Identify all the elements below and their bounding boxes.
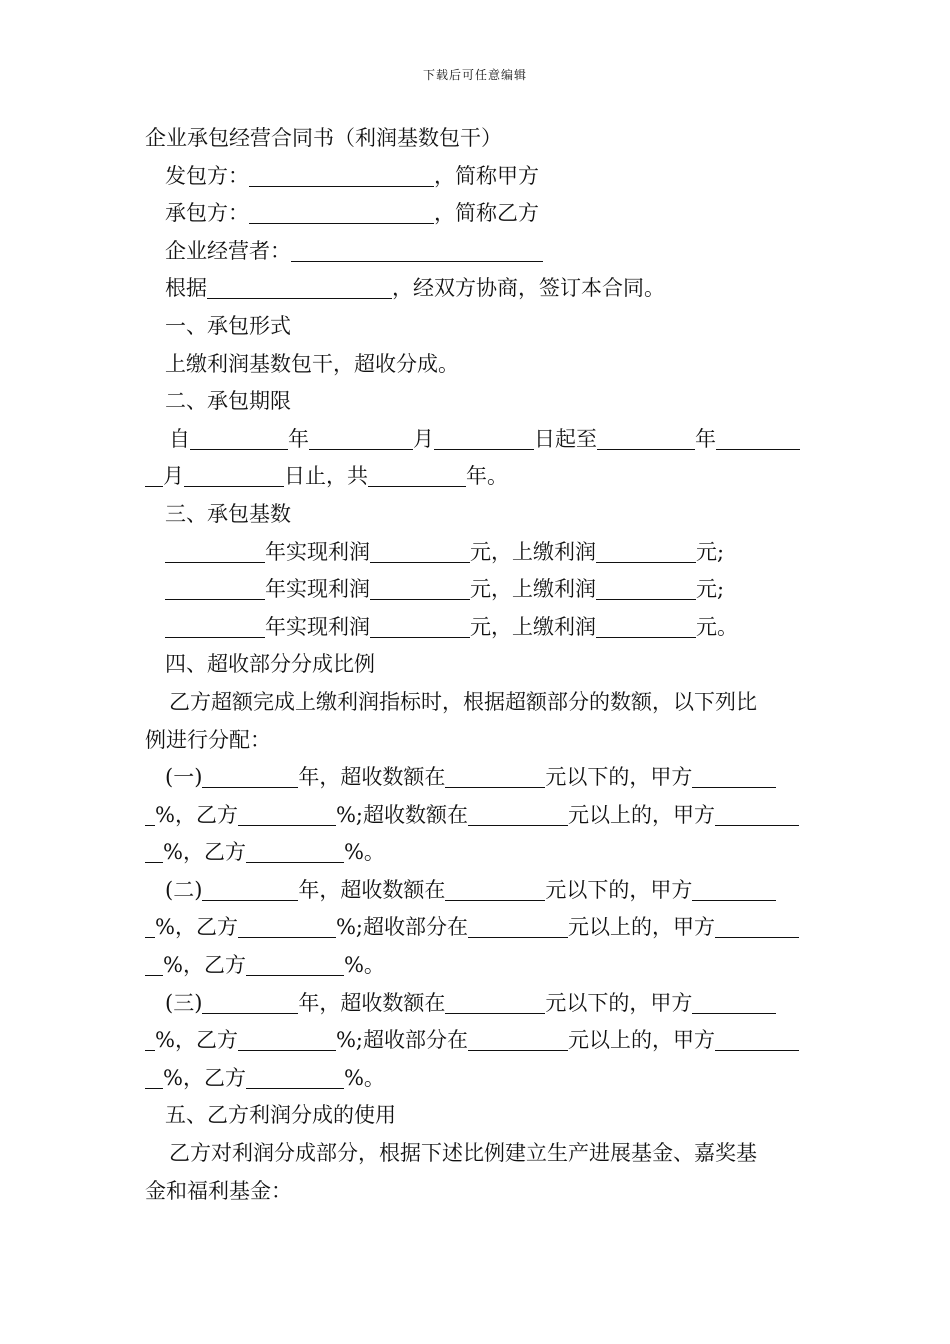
base-pay-blank[interactable] [596, 540, 696, 563]
section-2-heading: 二、承包期限 [165, 389, 291, 414]
end-year-blank[interactable] [597, 427, 695, 450]
section-4-heading: 四、超收部分分成比例 [165, 652, 375, 677]
ratio-upper-amount-blank[interactable] [468, 915, 568, 938]
ratio-party-a-upper-blank-cont[interactable] [145, 953, 163, 976]
ratio-lower-amount-blank[interactable] [445, 878, 545, 901]
ratio-year-blank[interactable] [202, 878, 298, 901]
end-month-blank-cont[interactable] [145, 464, 163, 487]
base-line-2: 年实现利润 元，上缴利润 元; [145, 571, 807, 609]
start-day-blank[interactable] [434, 427, 534, 450]
base-profit-blank[interactable] [370, 540, 470, 563]
ratio-item-1-line-2: %，乙方 %;超收数额在 元以上的，甲方 [145, 797, 807, 835]
ratio-upper-amount-blank[interactable] [468, 803, 568, 826]
base-line-3: 年实现利润 元，上缴利润 元。 [145, 609, 807, 647]
base-line-1: 年实现利润 元，上缴利润 元; [145, 534, 807, 572]
operator-line: 企业经营者： [145, 233, 807, 271]
section-5-body-2: 金和福利基金： [145, 1178, 292, 1203]
ratio-item-3-line-2: %，乙方 %;超收部分在 元以上的，甲方 [145, 1022, 807, 1060]
ratio-party-a-blank[interactable] [692, 765, 776, 788]
total-years-blank[interactable] [368, 464, 466, 487]
ratio-party-b-upper-blank[interactable] [246, 953, 344, 976]
basis-blank[interactable] [207, 276, 392, 299]
ratio-party-a-blank[interactable] [692, 991, 776, 1014]
term-line-1: 自 年 月 日起至 年 [145, 421, 807, 459]
base-year-blank[interactable] [165, 540, 265, 563]
section-5-heading: 五、乙方利润分成的使用 [165, 1103, 396, 1128]
ratio-item-3-line-1: (三) 年，超收数额在 元以下的，甲方 [145, 985, 807, 1023]
ratio-item-2-line-1: (二) 年，超收数额在 元以下的，甲方 [145, 872, 807, 910]
section-4-intro-1: 乙方超额完成上缴利润指标时，根据超额部分的数额，以下列比 [169, 689, 757, 714]
ratio-party-a-upper-blank-cont[interactable] [145, 1066, 163, 1089]
ratio-party-b-blank[interactable] [238, 915, 336, 938]
ratio-item-3-line-3: %，乙方 %。 [145, 1060, 807, 1098]
start-month-blank[interactable] [309, 427, 413, 450]
ratio-party-b-upper-blank[interactable] [246, 1066, 344, 1089]
ratio-party-a-blank-cont[interactable] [145, 1028, 155, 1051]
basis-line: 根据 ，经双方协商，签订本合同。 [165, 276, 665, 301]
base-profit-blank[interactable] [370, 577, 470, 600]
party-a-blank[interactable] [249, 164, 434, 187]
base-year-blank[interactable] [165, 577, 265, 600]
party-b-line: 承包方： ，简称乙方 [165, 201, 539, 226]
section-1-body: 上缴利润基数包干，超收分成。 [165, 351, 459, 376]
section-4-intro-2: 例进行分配： [145, 727, 271, 752]
ratio-year-blank[interactable] [202, 991, 298, 1014]
base-profit-blank[interactable] [370, 615, 470, 638]
ratio-lower-amount-blank[interactable] [445, 991, 545, 1014]
ratio-party-a-upper-blank[interactable] [715, 915, 799, 938]
operator-blank[interactable] [291, 239, 543, 262]
ratio-party-a-blank-cont[interactable] [145, 915, 155, 938]
contract-document [145, 120, 807, 1210]
ratio-item-2-line-3: %，乙方 %。 [145, 947, 807, 985]
end-month-blank[interactable] [716, 427, 800, 450]
ratio-party-a-upper-blank[interactable] [715, 803, 799, 826]
term-line-2: 月 日止，共 年。 [145, 458, 807, 496]
ratio-year-blank[interactable] [202, 765, 298, 788]
ratio-party-b-upper-blank[interactable] [246, 840, 344, 863]
base-pay-blank[interactable] [596, 615, 696, 638]
document-title: 企业承包经营合同书（利润基数包干） [145, 126, 502, 150]
section-3-heading: 三、承包基数 [165, 501, 291, 526]
section-5-body-1: 乙方对利润分成部分，根据下述比例建立生产进展基金、嘉奖基 [169, 1141, 757, 1166]
ratio-item-2-line-2: %，乙方 %;超收部分在 元以上的，甲方 [145, 909, 807, 947]
ratio-party-a-blank-cont[interactable] [145, 803, 155, 826]
start-year-blank[interactable] [190, 427, 288, 450]
ratio-party-a-upper-blank-cont[interactable] [145, 840, 163, 863]
page-header: 下载后可任意编辑 [422, 68, 527, 82]
party-b-blank[interactable] [249, 201, 434, 224]
base-pay-blank[interactable] [596, 577, 696, 600]
ratio-party-a-blank[interactable] [692, 878, 776, 901]
section-1-heading: 一、承包形式 [165, 313, 291, 338]
ratio-party-b-blank[interactable] [238, 803, 336, 826]
ratio-item-1-line-1: (一) 年，超收数额在 元以下的，甲方 [145, 759, 807, 797]
party-a-line: 发包方： ，简称甲方 [165, 163, 539, 188]
end-day-blank[interactable] [184, 464, 284, 487]
ratio-lower-amount-blank[interactable] [445, 765, 545, 788]
ratio-item-1-line-3: %，乙方 %。 [145, 834, 807, 872]
ratio-party-a-upper-blank[interactable] [715, 1028, 799, 1051]
ratio-party-b-blank[interactable] [238, 1028, 336, 1051]
ratio-upper-amount-blank[interactable] [468, 1028, 568, 1051]
base-year-blank[interactable] [165, 615, 265, 638]
